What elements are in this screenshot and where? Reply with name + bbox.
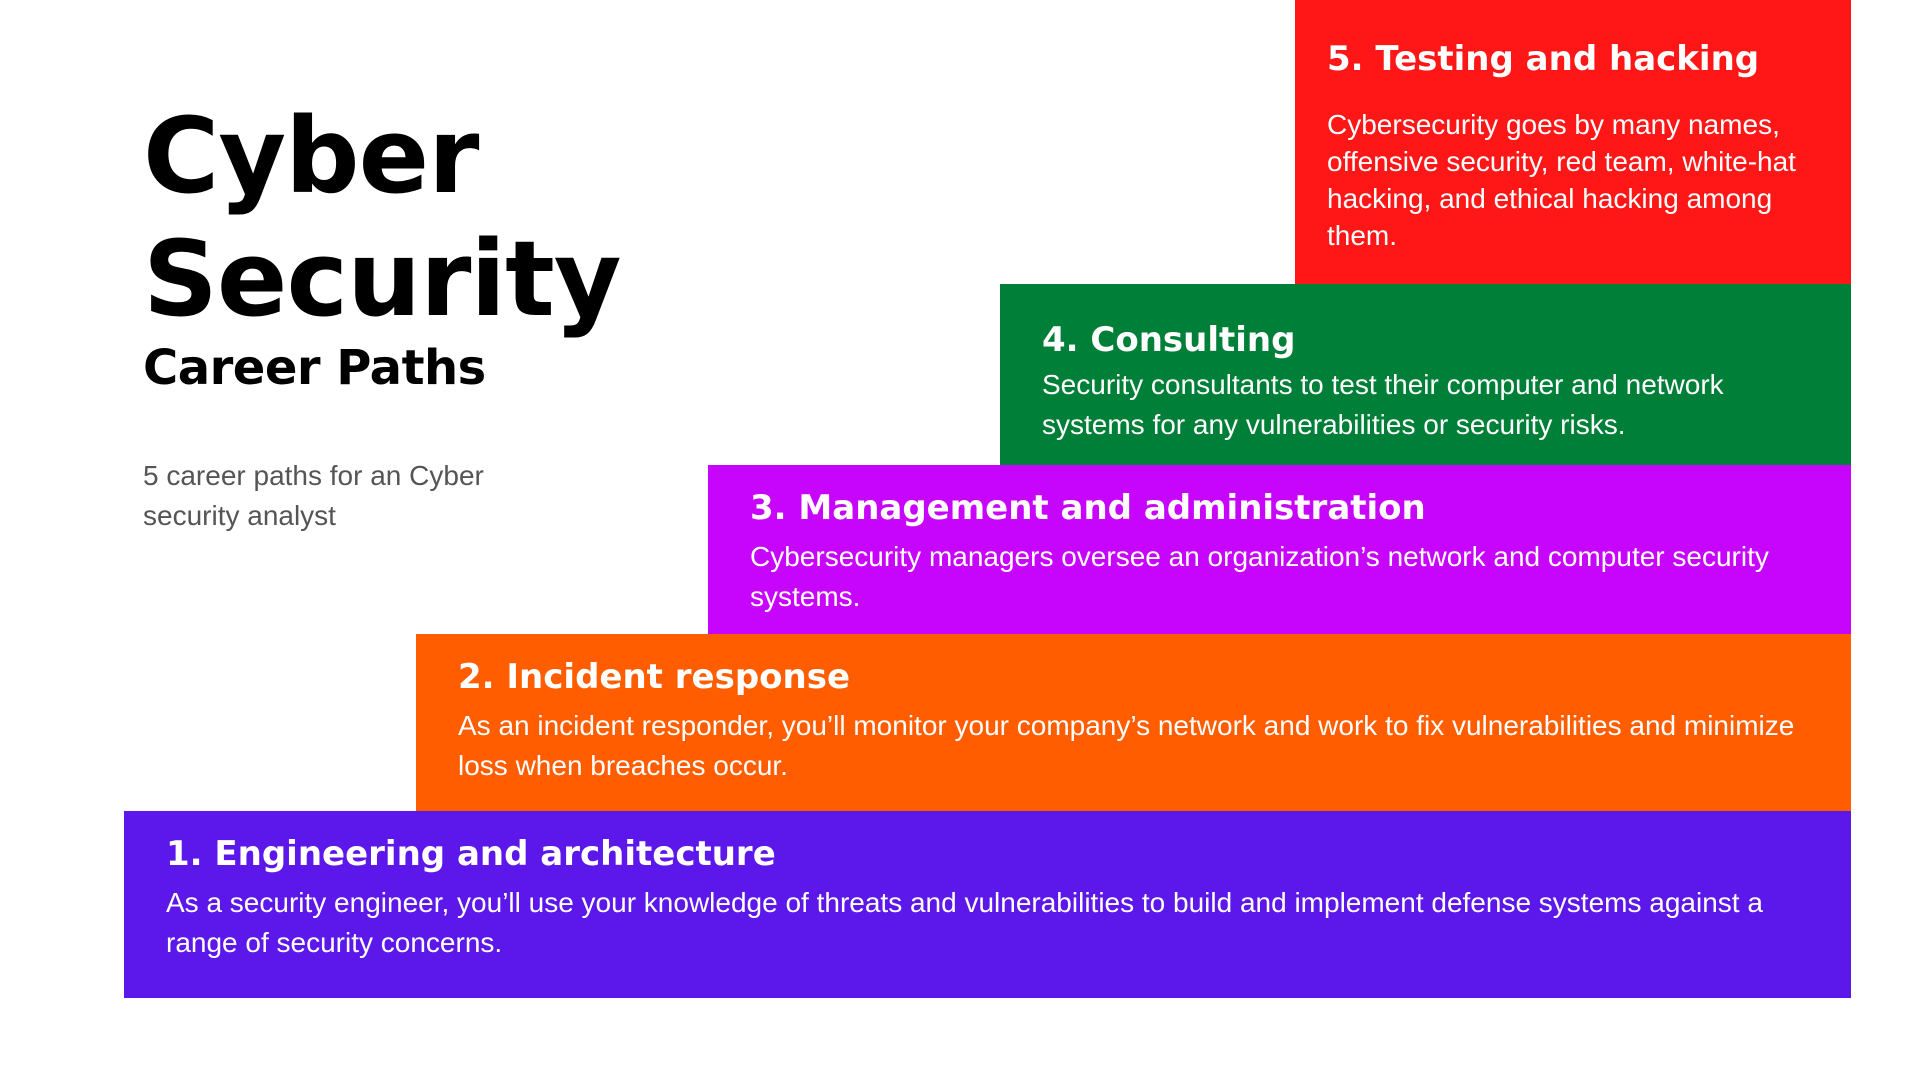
- step-description: As an incident responder, you’ll monitor your company’s network and work to fix vulnerabilities and minimize loss when breaches occur.: [458, 710, 1795, 781]
- step-heading: 4. Consulting: [1042, 320, 1296, 360]
- step-5-testing-hacking: [1295, 0, 1851, 284]
- step-heading: 2. Incident response: [458, 657, 851, 697]
- title-line-1: Cyber: [143, 95, 479, 217]
- step-4-consulting: [1000, 284, 1851, 465]
- title-block: [143, 95, 621, 341]
- tagline: 5 career paths for an Cyber security analyst: [143, 460, 484, 531]
- step-description: Cybersecurity goes by many names, offensive security, red team, white-hat hacking, and ethical hacking among them.: [1327, 109, 1796, 251]
- title-line-2: Security: [143, 218, 621, 340]
- step-heading: 3. Management and administration: [750, 488, 1426, 528]
- step-heading: 1. Engineering and architecture: [166, 834, 776, 874]
- step-3-management: [708, 465, 1851, 634]
- step-description: Security consultants to test their computer and network systems for any vulnerabilities or security risks.: [1042, 369, 1724, 440]
- step-description: Cybersecurity managers oversee an organization’s network and computer security systems.: [750, 541, 1769, 612]
- subtitle: Career Paths: [143, 340, 486, 396]
- step-2-incident-response: [416, 634, 1851, 811]
- step-heading: 5. Testing and hacking: [1327, 39, 1760, 79]
- step-description: As a security engineer, you’ll use your knowledge of threats and vulnerabilities to build and implement defense systems against a range of security concerns.: [166, 887, 1763, 958]
- step-1-engineering: [124, 811, 1851, 998]
